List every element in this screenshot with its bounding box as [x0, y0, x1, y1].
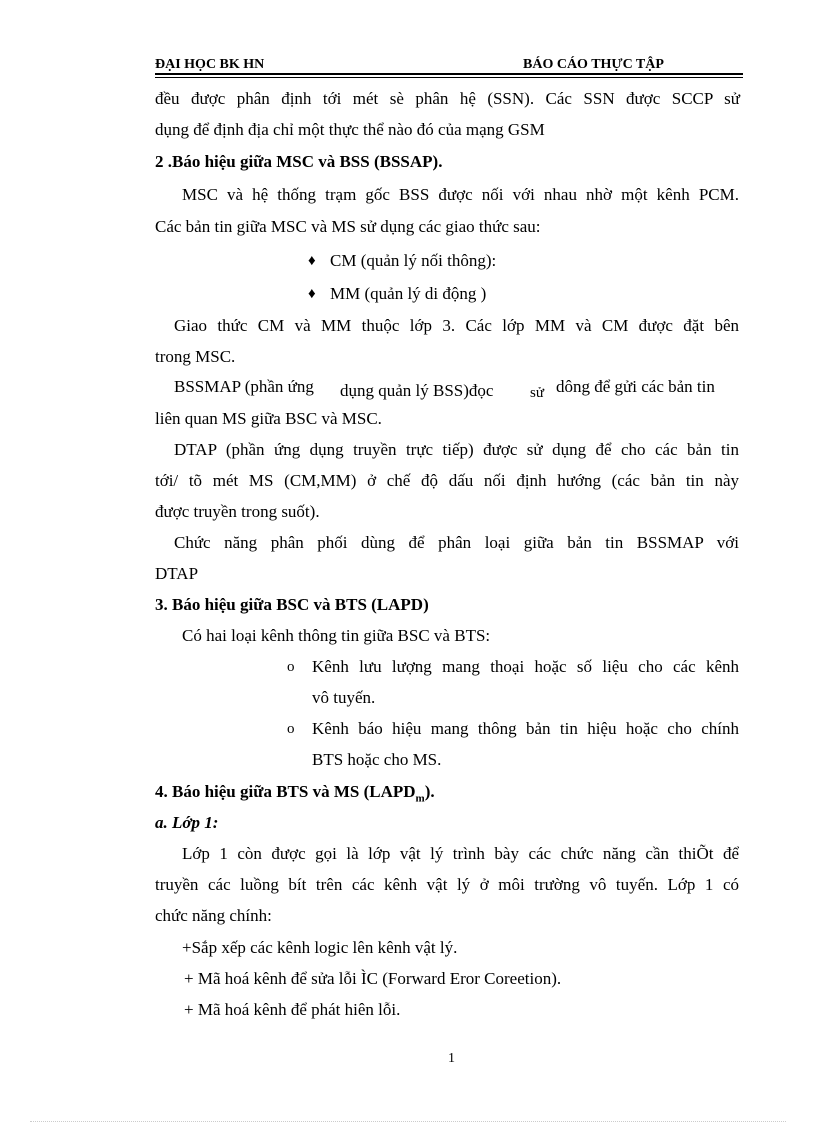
- list-item: Kênh báo hiệu mang thông bản tin hiệu hoặc cho chính: [312, 719, 739, 738]
- paragraph-line: tới/ tõ mét MS (CM,MM) ở chế độ dấu nối định hướng (các bản tin này: [155, 471, 739, 490]
- heading-text: 4. Báo hiệu giữa BTS và MS (LAPD: [155, 782, 416, 801]
- list-item-continuation: BTS hoặc cho MS.: [312, 750, 442, 769]
- paragraph-line: liên quan MS giữa BSC và MSC.: [155, 409, 382, 428]
- section-heading-2: 2 .Báo hiệu giữa MSC và BSS (BSSAP).: [155, 152, 443, 171]
- circle-bullet-icon: o: [287, 721, 295, 737]
- paragraph-fragment: dụng quản lý BSS)đọc: [340, 381, 494, 400]
- paragraph-line: dụng để định địa chỉ một thực thể nào đó của mạng GSM: [155, 120, 545, 139]
- list-item: MM (quản lý di động ): [330, 284, 487, 303]
- paragraph-line: Lớp 1 còn được gọi là lớp vật lý trình bày các chức năng cần thiÕt để: [182, 844, 739, 863]
- list-item: +Sắp xếp các kênh logic lên kênh vật lý.: [182, 938, 458, 957]
- paragraph-line: được truyền trong suốt).: [155, 502, 320, 521]
- list-item: CM (quản lý nối thông):: [330, 251, 497, 270]
- list-item: + Mã hoá kênh để phát hiên lỗi.: [184, 1000, 401, 1019]
- header-rule-thick: [155, 73, 743, 75]
- paragraph-line: truyền các luồng bít trên các kênh vật lý ở môi trường vô tuyến. Lớp 1 có: [155, 875, 739, 894]
- circle-bullet-icon: o: [287, 659, 295, 675]
- paragraph-line: đều được phân định tới mét sè phân hệ (SSN). Các SSN được SCCP sử: [155, 89, 740, 108]
- heading-suffix: ).: [424, 782, 435, 801]
- paragraph-line: DTAP: [155, 564, 199, 583]
- page-bottom-border: [30, 1121, 786, 1122]
- paragraph-line: Các bản tin giữa MSC và MS sử dụng các giao thức sau:: [155, 217, 541, 236]
- list-item: + Mã hoá kênh để sửa lỗi ÌC (Forward Eror Coreetion).: [184, 969, 562, 988]
- heading-subscript: m: [415, 792, 425, 805]
- paragraph-line: chức năng chính:: [155, 906, 272, 925]
- header-report-title: BÁO CÁO THỰC TẬP: [523, 57, 664, 72]
- paragraph-fragment: BSSMAP (phần ứng: [174, 377, 314, 396]
- diamond-bullet-icon: ♦: [308, 286, 316, 302]
- list-item-continuation: vô tuyến.: [312, 688, 376, 707]
- paragraph-line: Giao thức CM và MM thuộc lớp 3. Các lớp MM và CM được đặt bên: [174, 316, 739, 335]
- header-rule-thin: [155, 77, 743, 78]
- list-item: Kênh lưu lượng mang thoại hoặc số liệu cho các kênh: [312, 657, 739, 676]
- section-heading-4: [155, 781, 435, 809]
- page-number: 1: [448, 1051, 455, 1066]
- section-heading-3: 3. Báo hiệu giữa BSC và BTS (LAPD): [155, 595, 429, 614]
- header-university: ĐẠI HỌC BK HN: [155, 57, 265, 72]
- paragraph-line: Có hai loại kênh thông tin giữa BSC và BTS:: [182, 626, 491, 645]
- paragraph-fragment: sử: [530, 385, 544, 401]
- paragraph-line: Chức năng phân phối dùng để phân loại giữa bản tin BSSMAP với: [174, 533, 739, 552]
- paragraph-line: MSC và hệ thống trạm gốc BSS được nối với nhau nhờ một kênh PCM.: [182, 185, 739, 204]
- subsection-heading-a: a. Lớp 1:: [155, 813, 219, 832]
- paragraph-line: DTAP (phần ứng dụng truyền trực tiếp) được sử dụng để cho các bản tin: [174, 440, 739, 459]
- diamond-bullet-icon: ♦: [308, 253, 316, 269]
- paragraph-fragment: dông để gửi các bản tin: [556, 377, 715, 396]
- paragraph-line: trong MSC.: [155, 347, 236, 366]
